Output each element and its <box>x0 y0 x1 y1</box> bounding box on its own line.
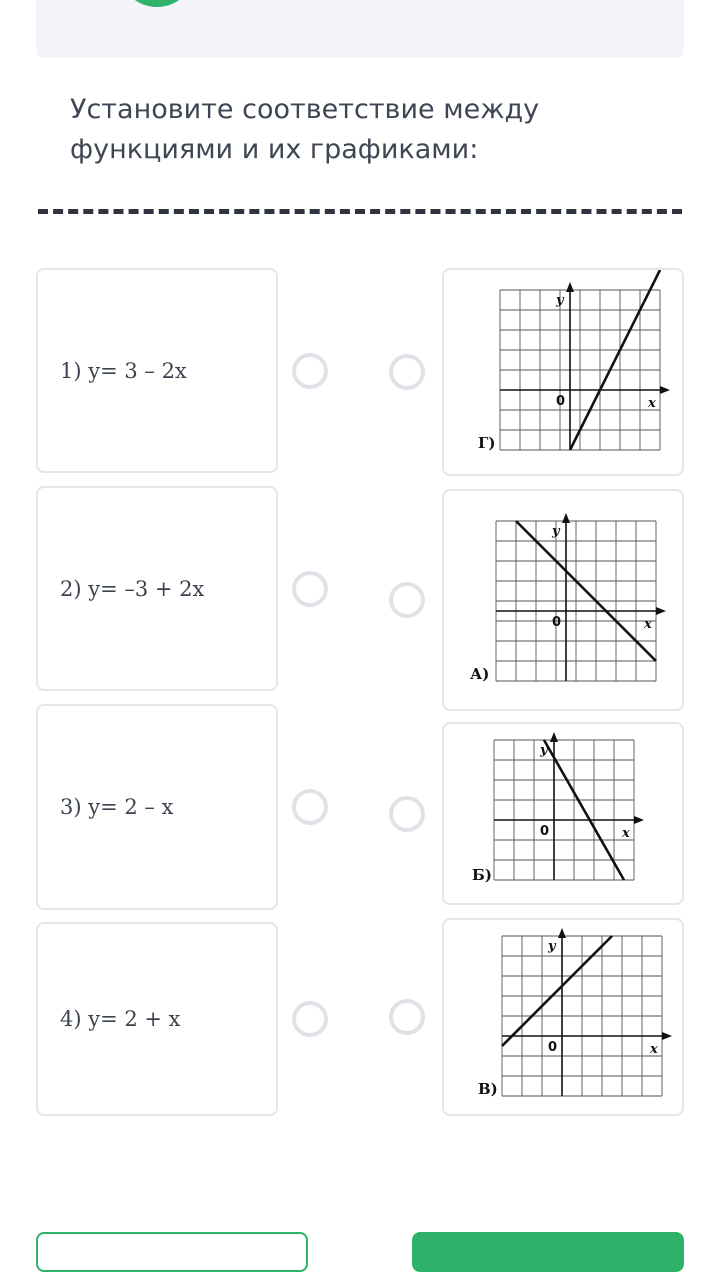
function-radio-1[interactable] <box>292 353 328 389</box>
graph-letter: Г) <box>478 434 496 452</box>
graph-radio-2[interactable] <box>389 582 425 618</box>
graph-letter: А) <box>470 665 490 683</box>
graph-image <box>444 491 682 709</box>
y-axis-arrow <box>566 282 574 292</box>
y-axis-label: y <box>540 743 548 758</box>
graph-card-2[interactable] <box>442 489 684 711</box>
question-line-1: Установите соответствие между <box>70 94 540 125</box>
graph-image <box>444 724 682 903</box>
origin-label: 0 <box>556 394 566 409</box>
y-axis-arrow <box>558 928 566 938</box>
graph-grid <box>500 290 660 450</box>
question-text <box>70 90 670 170</box>
graph-card-1[interactable] <box>442 268 684 476</box>
divider <box>38 209 682 214</box>
function-label: 2) y= –3 + 2x <box>60 576 205 601</box>
x-axis-label: x <box>644 617 652 632</box>
graph-radio-3[interactable] <box>389 796 425 832</box>
graph-radio-1[interactable] <box>389 354 425 390</box>
graph-letter: В) <box>478 1080 498 1098</box>
function-label: 4) y= 2 + x <box>60 1007 181 1031</box>
function-card-4[interactable] <box>36 922 278 1116</box>
function-line <box>502 936 612 1046</box>
graph-card-4[interactable] <box>442 918 684 1116</box>
y-axis-label: y <box>556 293 564 308</box>
back-button[interactable] <box>36 1232 308 1272</box>
function-line <box>544 740 624 880</box>
x-axis-label: x <box>622 826 630 841</box>
y-axis-label: y <box>548 939 556 954</box>
graph-image <box>444 270 682 474</box>
origin-label: 0 <box>540 824 550 839</box>
x-axis-arrow <box>634 816 644 824</box>
y-axis-arrow <box>550 732 558 742</box>
x-axis-arrow <box>656 607 666 615</box>
function-card-1[interactable] <box>36 268 278 473</box>
origin-label: 0 <box>552 615 562 630</box>
function-line <box>570 270 660 450</box>
graph-image <box>444 920 682 1114</box>
graph-card-3[interactable] <box>442 722 684 905</box>
function-label: 1) y= 3 – 2x <box>60 358 187 383</box>
function-card-3[interactable] <box>36 704 278 910</box>
next-button[interactable] <box>412 1232 684 1272</box>
graph-grid <box>496 521 656 681</box>
function-radio-2[interactable] <box>292 571 328 607</box>
question-line-2: функциями и их графиками: <box>70 134 479 165</box>
graph-letter: Б) <box>472 866 492 884</box>
y-axis-arrow <box>562 513 570 523</box>
graph-radio-4[interactable] <box>389 999 425 1035</box>
x-axis-arrow <box>662 1032 672 1040</box>
x-axis-arrow <box>660 386 670 394</box>
y-axis-label: y <box>552 524 560 539</box>
function-label: 3) y= 2 – x <box>60 795 174 819</box>
top-panel <box>36 0 684 58</box>
function-radio-4[interactable] <box>292 1001 328 1037</box>
function-radio-3[interactable] <box>292 789 328 825</box>
x-axis-label: x <box>648 396 656 411</box>
graph-grid <box>502 936 662 1096</box>
function-card-2[interactable] <box>36 486 278 691</box>
function-line <box>516 521 656 661</box>
x-axis-label: x <box>650 1042 658 1057</box>
origin-label: 0 <box>548 1040 558 1055</box>
